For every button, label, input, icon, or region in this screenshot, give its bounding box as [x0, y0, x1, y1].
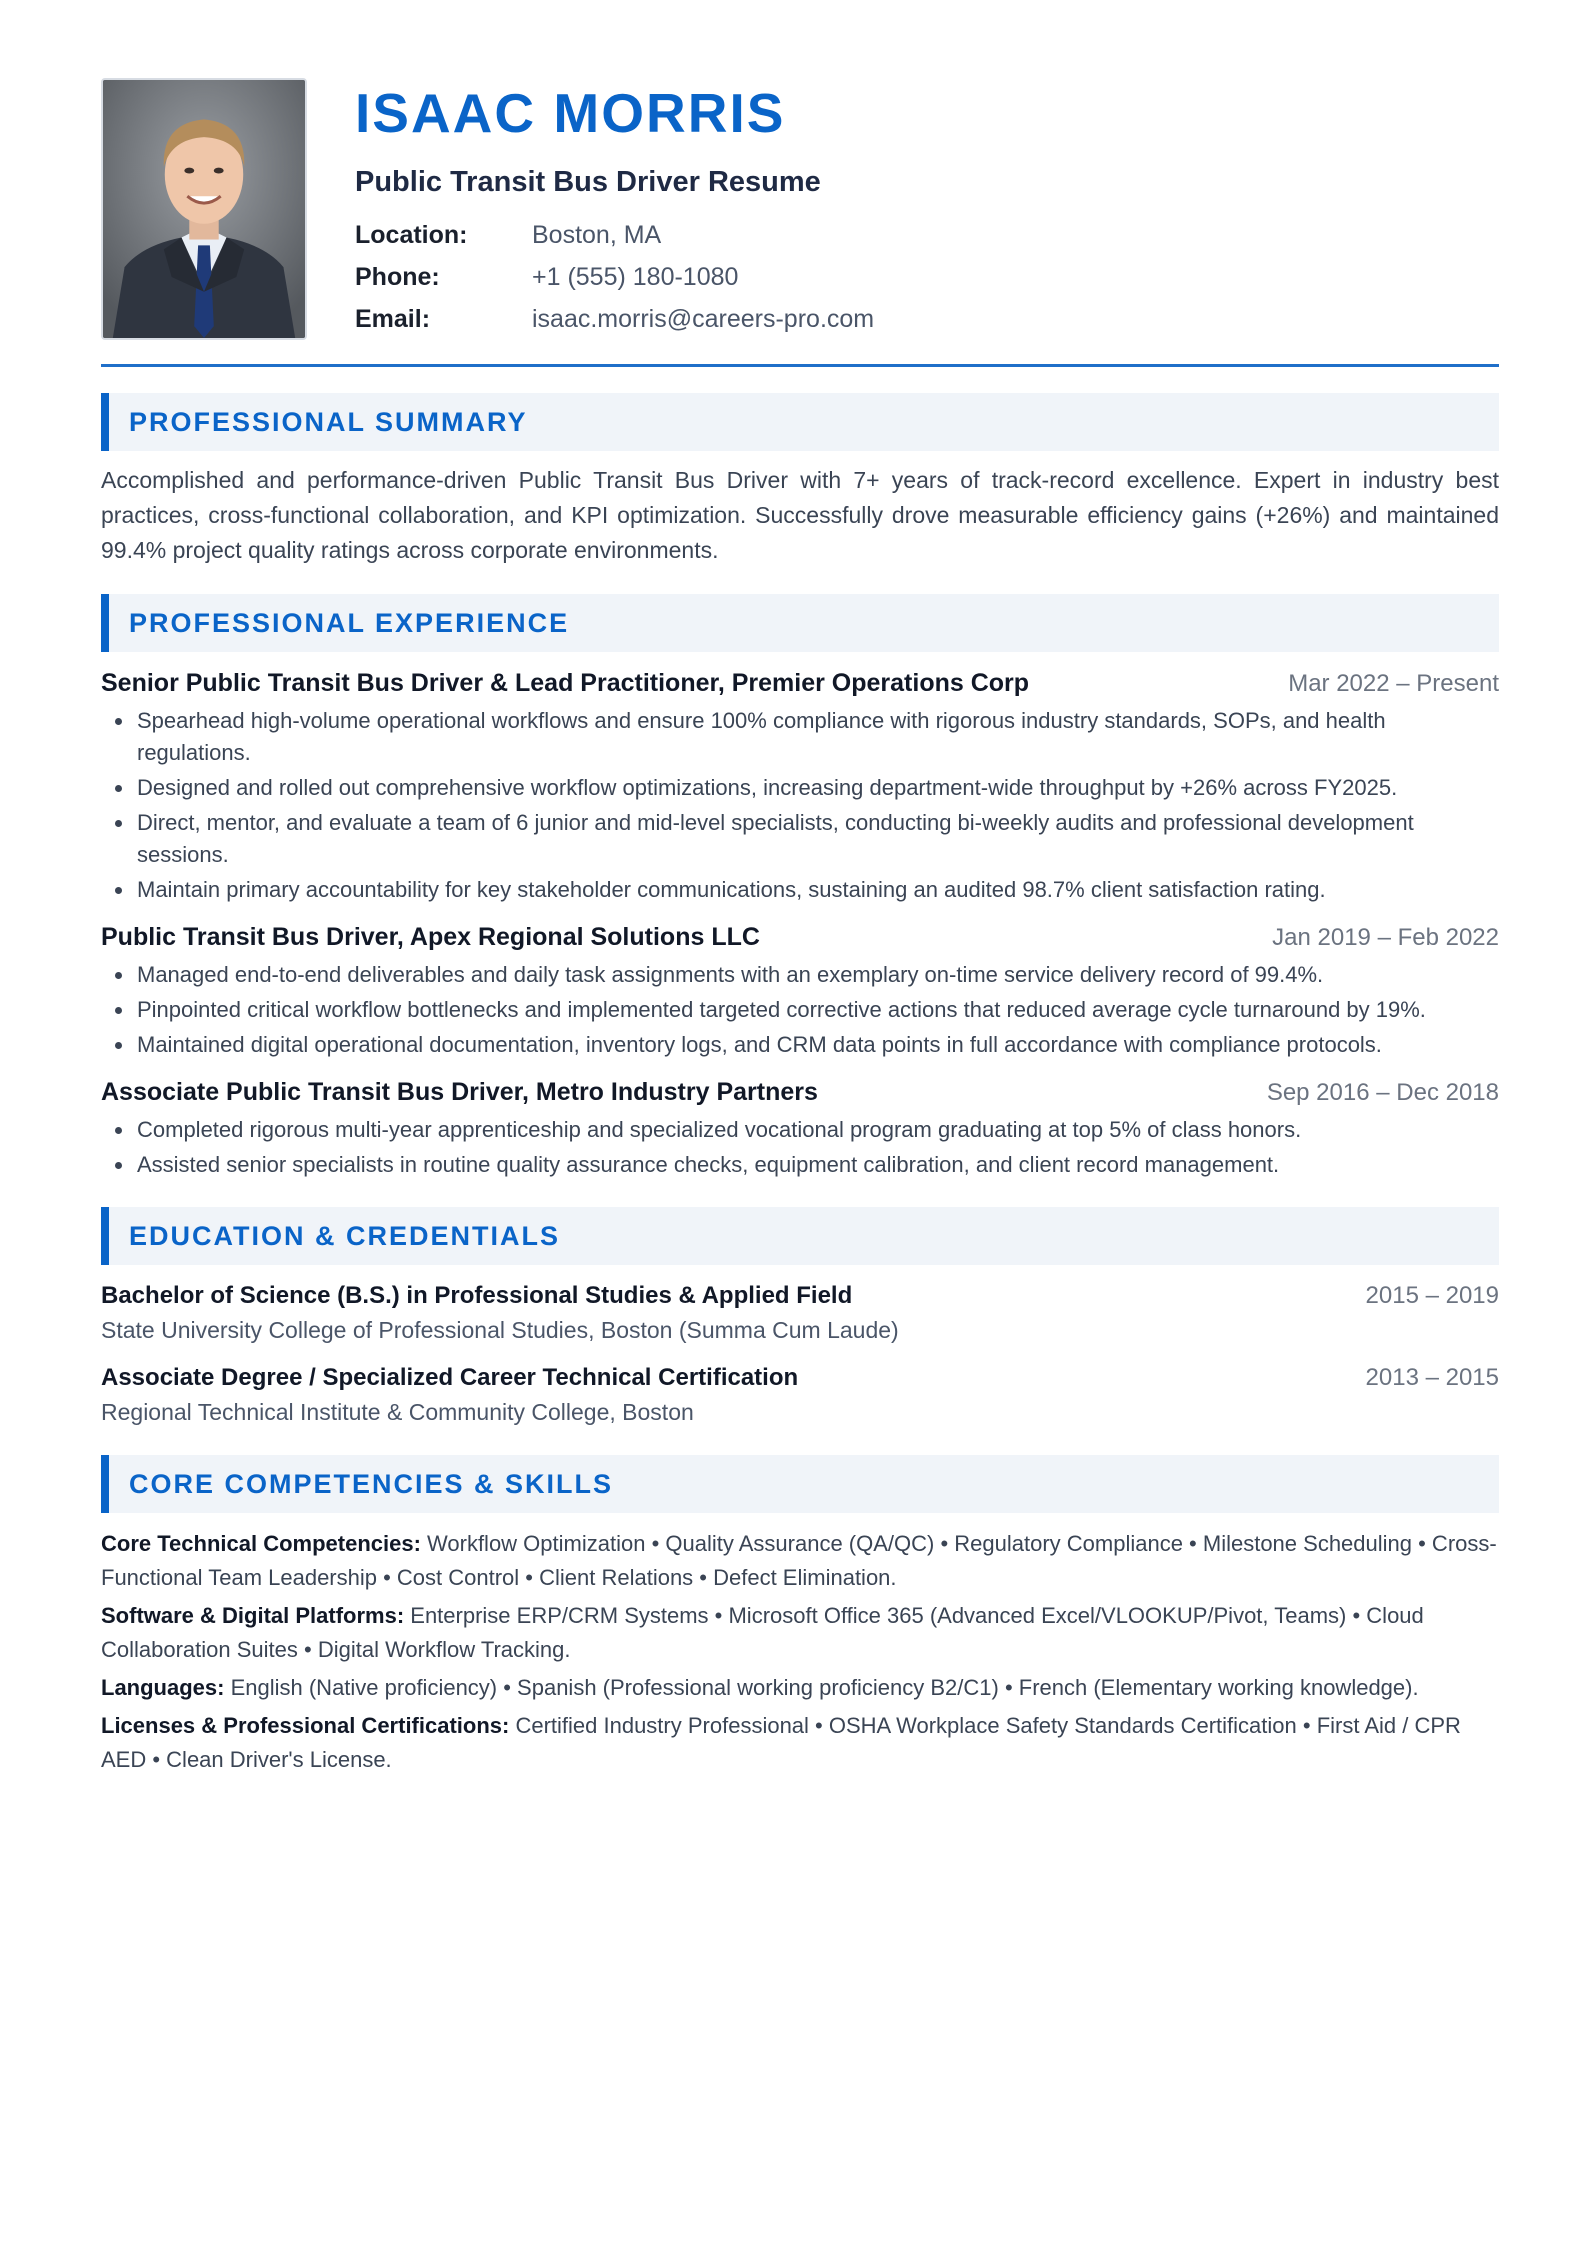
- contact-label: Email:: [355, 305, 431, 333]
- education-entry: [101, 1279, 1499, 1347]
- skill-item: [101, 1599, 1499, 1667]
- job-entry: [101, 920, 1499, 1061]
- skill-item: [101, 1527, 1499, 1595]
- skill-text: Enterprise ERP/CRM Systems • Microsoft Office 365 (Advanced Excel/VLOOKUP/Pivot, Teams) • Cloud Collaboration Suites • Digital Workflow Tracking.: [101, 1603, 1424, 1662]
- skill-label: Licenses & Professional Certifications:: [101, 1713, 510, 1738]
- job-title: Associate Public Transit Bus Driver, Metro Industry Partners: [101, 1078, 818, 1106]
- contact-location: [355, 214, 874, 256]
- education-degree: Bachelor of Science (B.S.) in Professional Studies & Applied Field: [101, 1282, 853, 1309]
- job-header: [101, 1075, 1499, 1110]
- contact-list: [355, 214, 874, 340]
- job-title: Senior Public Transit Bus Driver & Lead Practitioner, Premier Operations Corp: [101, 669, 1030, 697]
- job-dates: Sep 2016 – Dec 2018: [1266, 1079, 1499, 1106]
- skills-list: [101, 1527, 1499, 1777]
- job-dates: Jan 2019 – Feb 2022: [1272, 924, 1499, 951]
- job-header: [101, 666, 1499, 701]
- education-school: State University College of Professional Studies, Boston (Summa Cum Laude): [101, 1317, 899, 1343]
- section-title: PROFESSIONAL EXPERIENCE: [129, 607, 570, 638]
- section-title: CORE COMPETENCIES & SKILLS: [129, 1468, 614, 1499]
- section-header-skills: [101, 1455, 1499, 1513]
- contact-value: +1 (555) 180-1080: [532, 263, 739, 291]
- resume-content: [101, 78, 1499, 1781]
- job-title: Public Transit Bus Driver, Apex Regional Solutions LLC: [101, 923, 760, 951]
- section-header-summary: [101, 393, 1499, 451]
- resume-role-title: Public Transit Bus Driver Resume: [355, 166, 821, 198]
- list-item: • Direct, mentor, and evaluate a team of 6 junior and mid-level specialists, conducting bi-weekly audits and professional development sessions.: [135, 807, 1499, 871]
- header-info: [355, 78, 874, 340]
- contact-phone: [355, 256, 874, 298]
- skill-label: Core Technical Competencies:: [101, 1531, 421, 1556]
- job-header: [101, 920, 1499, 955]
- section-header-experience: [101, 594, 1499, 652]
- list-item: • Assisted senior specialists in routine quality assurance checks, equipment calibration, and client record management.: [135, 1149, 1499, 1181]
- education-degree: Associate Degree / Specialized Career Technical Certification: [101, 1364, 799, 1391]
- contact-value: Boston, MA: [532, 221, 662, 249]
- portrait-illustration: [103, 80, 305, 338]
- contact-label: Phone:: [355, 263, 440, 291]
- skill-item: [101, 1709, 1499, 1777]
- job-entry: [101, 1075, 1499, 1181]
- list-item: • Maintain primary accountability for key stakeholder communications, sustaining an audited 98.7% client satisfaction rating.: [135, 874, 1499, 906]
- skill-text: Certified Industry Professional • OSHA Workplace Safety Standards Certification • First Aid / CPR AED • Clean Driver's License.: [101, 1713, 1461, 1772]
- job-bullets: [101, 1114, 1499, 1181]
- education-header: [101, 1361, 1499, 1395]
- contact-label: Location:: [355, 221, 468, 249]
- list-item: • Completed rigorous multi-year apprenticeship and specialized vocational program graduating at top 5% of class honors.: [135, 1114, 1499, 1146]
- profile-photo: [101, 78, 307, 340]
- resume-header: [101, 78, 1499, 340]
- section-title: PROFESSIONAL SUMMARY: [129, 406, 528, 437]
- list-item: • Managed end-to-end deliverables and daily task assignments with an exemplary on-time service delivery record of 99.4%.: [135, 959, 1499, 991]
- list-item: • Pinpointed critical workflow bottlenecks and implemented targeted corrective actions that reduced average cycle turnaround by 19%.: [135, 994, 1499, 1026]
- skill-text: Workflow Optimization • Quality Assurance (QA/QC) • Regulatory Compliance • Milestone Scheduling • Cross-Functional Team Leadership • Cost Control • Client Relations • Defect Elimination.: [101, 1531, 1497, 1590]
- header-divider: [101, 364, 1499, 367]
- job-dates: Mar 2022 – Present: [1288, 670, 1499, 697]
- job-bullets: [101, 705, 1499, 906]
- skill-label: Languages:: [101, 1675, 225, 1700]
- education-years: 2013 – 2015: [1365, 1364, 1499, 1391]
- education-school: Regional Technical Institute & Community College, Boston: [101, 1399, 694, 1425]
- education-entry: [101, 1361, 1499, 1429]
- contact-value: isaac.morris@careers-pro.com: [532, 305, 875, 333]
- job-entry: [101, 666, 1499, 906]
- list-item: • Designed and rolled out comprehensive workflow optimizations, increasing department-wide throughput by +26% across FY2025.: [135, 772, 1499, 804]
- list-item: • Spearhead high-volume operational workflows and ensure 100% compliance with rigorous industry standards, SOPs, and health regulations.: [135, 705, 1499, 769]
- contact-email: [355, 298, 874, 340]
- education-header: [101, 1279, 1499, 1313]
- summary-text: Accomplished and performance-driven Public Transit Bus Driver with 7+ years of track-record excellence. Expert in industry best practices, cross-functional collaboration, and KPI optimization. Successfully drove measurable efficiency gains (+26%) and maintained 99.4% project quality ratings across corporate environments.: [101, 467, 1499, 563]
- list-item: • Maintained digital operational documentation, inventory logs, and CRM data points in full accordance with compliance protocols.: [135, 1029, 1499, 1061]
- section-title: EDUCATION & CREDENTIALS: [129, 1220, 561, 1251]
- section-header-education: [101, 1207, 1499, 1265]
- skill-item: [101, 1671, 1499, 1705]
- candidate-name: ISAAC MORRIS: [355, 82, 786, 144]
- education-years: 2015 – 2019: [1365, 1282, 1499, 1309]
- skill-label: Software & Digital Platforms:: [101, 1603, 405, 1628]
- skill-text: English (Native proficiency) • Spanish (Professional working proficiency B2/C1) • French (Elementary working knowledge).: [224, 1675, 1419, 1700]
- job-bullets: [101, 959, 1499, 1061]
